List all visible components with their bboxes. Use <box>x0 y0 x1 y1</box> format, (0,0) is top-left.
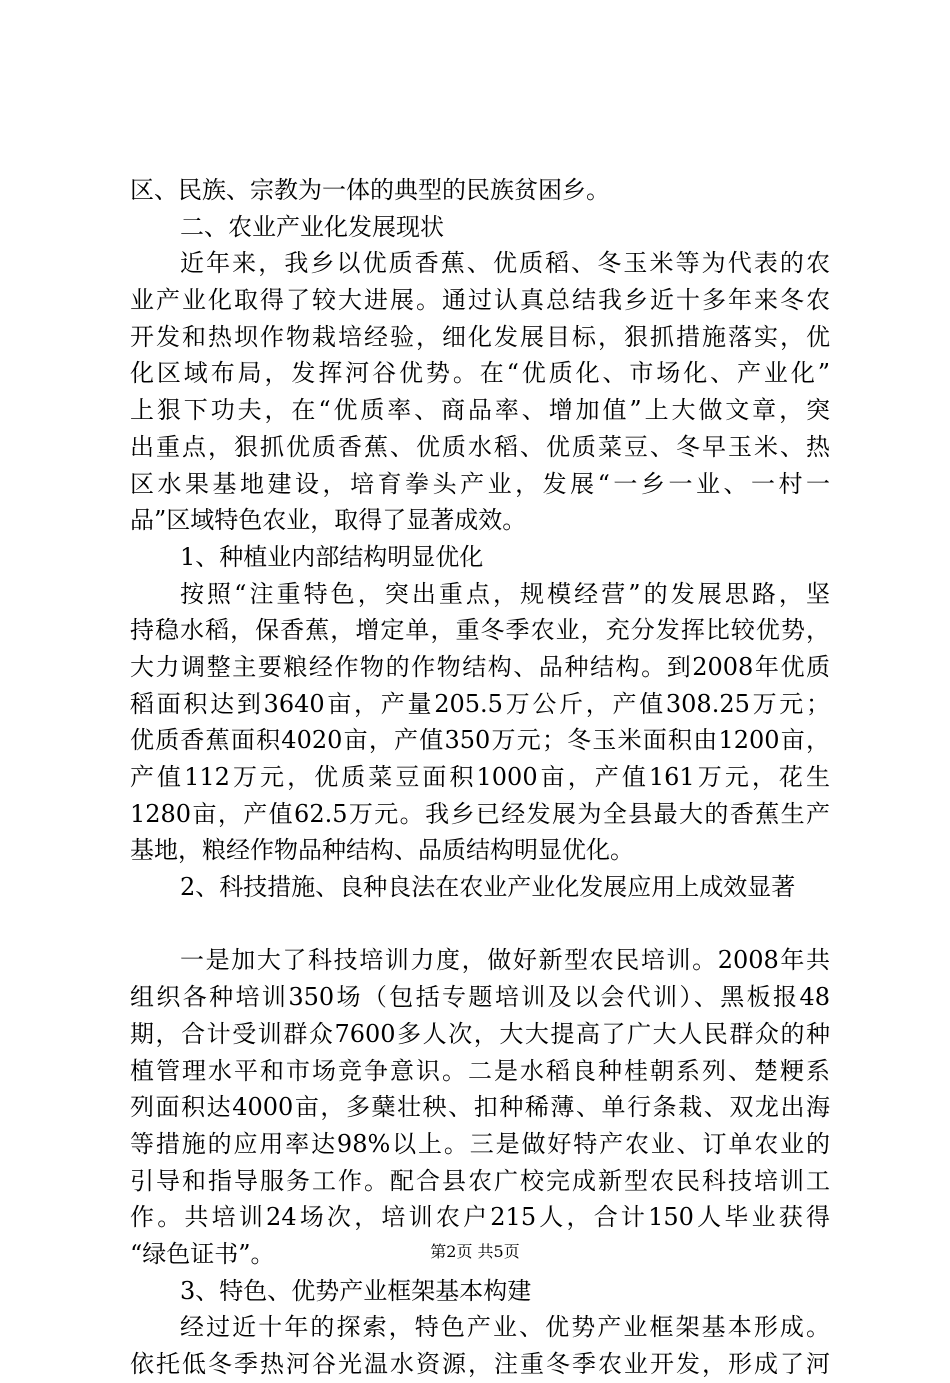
text-line: 开发和热坝作物栽培经验，细化发展目标，狠抓措施落实，优 <box>130 322 830 351</box>
text-line: 区、民族、宗教为一体的典型的民族贫困乡。 <box>130 176 610 204</box>
text-line: 化区域布局，发挥河谷优势。在“优质化、市场化、产业化” <box>130 359 830 388</box>
page-footer <box>0 1242 950 1262</box>
text-line: 植管理水平和市场竞争意识。二是水稻良种桂朝系列、楚粳系 <box>130 1056 830 1085</box>
text-line: “绿色证书”。 <box>130 1239 275 1268</box>
text-line: 组织各种培训350场（包括专题培训及以会代训）、黑板报48 <box>130 983 830 1012</box>
text-line: 引导和指导服务工作。配合县农广校完成新型农民科技培训工 <box>130 1166 830 1195</box>
text-line: 等措施的应用率达98%以上。三是做好特产农业、订单农业的 <box>130 1129 830 1158</box>
text-line: 经过近十年的探索，特色产业、优势产业框架基本形成。 <box>180 1313 830 1342</box>
blank-line <box>130 906 830 943</box>
text-line: 按照“注重特色，突出重点，规模经营”的发展思路，坚 <box>180 579 830 608</box>
text-line: 作。共培训24场次，培训农户215人，合计150人毕业获得 <box>130 1203 830 1232</box>
text-line: 基地，粮经作物品种结构、品质结构明显优化。 <box>130 836 634 865</box>
subsection-heading: 1、种植业内部结构明显优化 <box>180 542 484 571</box>
text-line: 业产业化取得了较大进展。通过认真总结我乡近十多年来冬农 <box>130 286 830 315</box>
text-line: 稻面积达到3640亩，产量205.5万公斤，产值308.25万元； <box>130 689 830 718</box>
section-heading: 二、农业产业化发展现状 <box>180 212 444 241</box>
text-line: 出重点，狠抓优质香蕉、优质水稻、优质菜豆、冬早玉米、热 <box>130 432 830 461</box>
text-line: 上狠下功夫，在“优质率、商品率、增加值”上大做文章，突 <box>130 396 830 425</box>
text-line: 优质香蕉面积4020亩，产值350万元；冬玉米面积由1200亩， <box>130 726 830 755</box>
text-line: 1280亩，产值62.5万元。我乡已经发展为全县最大的香蕉生产 <box>130 799 830 828</box>
body-text <box>130 172 830 1383</box>
text-line: 依托低冬季热河谷光温水资源，注重冬季农业开发，形成了河 <box>130 1350 830 1378</box>
text-line: 产值112万元，优质菜豆面积1000亩，产值161万元，花生 <box>130 763 830 791</box>
text-line: 品”区域特色农业，取得了显著成效。 <box>130 506 527 535</box>
text-line: 区水果基地建设，培育拳头产业，发展“一乡一业、一村一 <box>130 469 830 498</box>
text-line: 列面积达4000亩，多蘖壮秧、扣种稀薄、单行条栽、双龙出海 <box>130 1093 830 1122</box>
text-line: 近年来，我乡以优质香蕉、优质稻、冬玉米等为代表的农 <box>180 249 830 278</box>
page-number-label: 第2页 共5页 <box>430 1242 520 1261</box>
text-line: 期，合计受训群众7600多人次，大大提高了广大人民群众的种 <box>130 1019 830 1048</box>
subsection-heading: 3、特色、优势产业框架基本构建 <box>180 1276 532 1305</box>
text-line: 一是加大了科技培训力度，做好新型农民培训。2008年共 <box>180 946 830 975</box>
subsection-heading: 2、科技措施、良种良法在农业产业化发展应用上成效显著 <box>180 873 796 902</box>
text-line: 持稳水稻，保香蕉，增定单，重冬季农业，充分发挥比较优势， <box>130 616 830 645</box>
text-line: 大力调整主要粮经作物的作物结构、品种结构。到2008年优质 <box>130 652 830 681</box>
